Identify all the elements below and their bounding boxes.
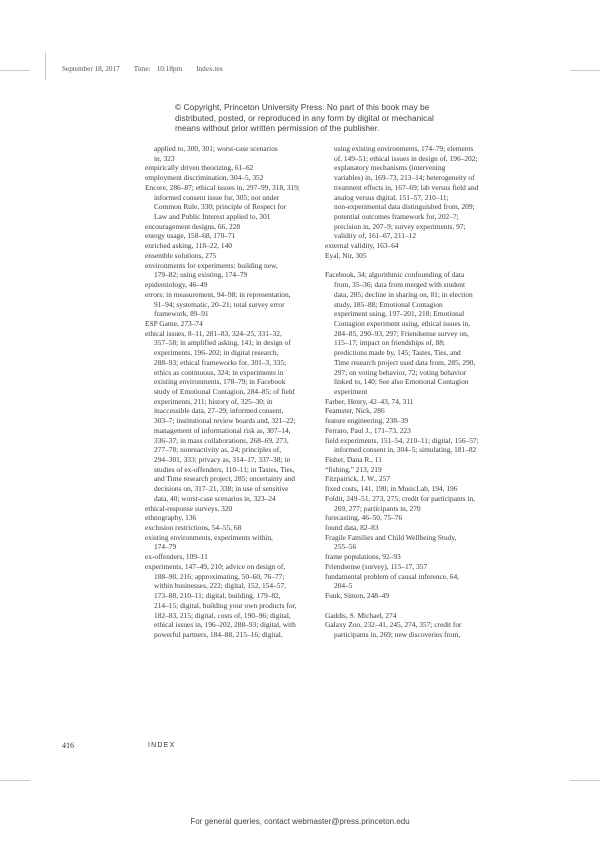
index-entry-line: Ferraro, Paul J., 171–73, 223 [325, 425, 411, 435]
header-time: 10:18pm [156, 65, 183, 73]
index-entry [325, 465, 479, 475]
index-entry-line: exclusion restrictions, 54–55, 68 [145, 523, 242, 533]
index-entry [325, 241, 479, 251]
index-entry-line: energy usage, 158–68, 170–71 [145, 231, 236, 241]
index-entry-line: 297; on voting behavior, 72; voting behavior [334, 367, 467, 377]
index-entry [325, 572, 479, 591]
index-entry [145, 504, 300, 514]
index-entry-line: decisions on, 317–21, 338; in use of sensitive [154, 484, 289, 494]
index-entry [325, 523, 479, 533]
index-entry-line: applied to, 300, 301; worst-case scenarios [154, 144, 278, 153]
index-entry-line: management of informational risk as, 307–14, [154, 425, 291, 435]
index-entry-line: 188–90, 216; approximating, 50–60, 76–77; [154, 571, 285, 581]
index-entry [145, 251, 300, 261]
index-entry-line: “fishing,” 213, 219 [325, 464, 382, 474]
index-entry-line: 357–58; in amplified asking, 141; in design of [154, 338, 291, 348]
crop-mark [570, 70, 600, 71]
index-entry [325, 426, 479, 436]
index-entry-line: 336–37; in mass collaborations, 268–69, 273, [154, 435, 289, 445]
index-entry-line: Friendsense (survey), 115–17, 357 [325, 561, 428, 571]
index-entry-line: ex-offenders, 109–11 [145, 552, 208, 562]
index-entry-line: non-experimental data distinguished from, 209; [334, 202, 475, 212]
index-entry-line: found data, 82–83 [325, 523, 379, 533]
index-entry [325, 251, 479, 261]
index-entry-line: from, 35–36; data from merged with student [334, 280, 466, 290]
index-entry [325, 270, 479, 396]
index-entry-line: environments for experiments: building new, [145, 260, 278, 270]
index-entry-line: Contagion experiment using, ethical issues in, [334, 318, 471, 328]
index-entry [325, 406, 479, 416]
header-time-label: Time: [133, 65, 151, 73]
index-entry-line: study, 185–88; Emotional Contagion [334, 299, 443, 309]
index-entry [145, 241, 300, 251]
index-entry [325, 494, 479, 513]
index-entry-line: Funk, Simon, 248–49 [325, 591, 390, 601]
index-entry-line: experiments, 211; history of, 325–30; in [154, 396, 273, 406]
index-entry [325, 484, 479, 494]
index-entry-line: inaccessible data, 27–29; informed consent, [154, 406, 284, 416]
index-entry [325, 533, 479, 552]
index-entry-line: Galaxy Zoo, 232–41, 245, 274, 357; credit for [325, 620, 462, 630]
index-entry-line: framework, 89–91 [154, 309, 209, 319]
index-entry-line: Farber, Henry, 42–43, 74, 311 [325, 396, 414, 406]
index-entry-line: forecasting, 46–50, 75–76 [325, 513, 403, 523]
index-entry-line: employment discrimination, 304–5, 352 [145, 173, 264, 183]
index-entry [145, 163, 300, 173]
index-entry-line: data, 40; worst-case scenarios in, 323–24 [154, 493, 276, 503]
index-entry-line: ethnography, 136 [145, 513, 197, 523]
index-entry-line: 269, 277; participants in, 270 [334, 503, 421, 513]
header-file: Index.tex [196, 65, 224, 73]
index-entry-line: Fragile Families and Child Wellbeing Study, [325, 532, 457, 542]
index-entry-line: errors: in measurement, 94–98; in representation, [145, 289, 291, 299]
index-entry [325, 436, 479, 455]
index-entry-line: treatment effects in, 167–69; lab versus field and [334, 182, 479, 192]
copyright-line: distributed, posted, or reproduced in any form by digital or mechanical [175, 112, 434, 123]
index-entry-line: Eyal, Nir, 305 [325, 250, 367, 260]
index-entry [325, 611, 479, 621]
index-entry-line: of, 149–51; ethical issues in design of, 196–202; [334, 153, 478, 163]
index-entry-line: and Time research project, 285; uncertainty and [154, 474, 295, 484]
index-entry [325, 397, 479, 407]
index-entry [325, 416, 479, 426]
index-entry [325, 562, 479, 572]
index-entry-line: epidemiology, 46–49 [145, 280, 208, 290]
index-entry [145, 144, 300, 163]
index-entry [145, 280, 300, 290]
index-entry [145, 290, 300, 319]
index-entry-line: analog versus digital, 151–57, 210–11; [334, 192, 449, 202]
index-entry-line: within businesses, 222; digital, 152, 154–57, [154, 581, 287, 591]
crop-mark [45, 52, 46, 80]
index-entry [145, 261, 300, 280]
copyright-notice [175, 102, 434, 134]
header-date: September 18, 2017 [62, 65, 120, 73]
index-entry-line: 284–85, 290–93, 297; Friendsense survey on, [334, 328, 469, 338]
index-entry-line: participants in, 269; new discoveries from, [334, 629, 461, 639]
index-entry-line: variables) in, 169–73, 213–14; heterogeneity of [334, 173, 475, 183]
index-entry [145, 533, 300, 552]
index-entry-line: enriched asking, 118–22, 140 [145, 241, 232, 251]
index-entry-line: explanatory mechanisms (intervening [334, 163, 446, 173]
index-entry-line: Gaddis, S. Michael, 274 [325, 610, 397, 620]
index-entry [145, 183, 300, 222]
entry-gap [325, 261, 479, 271]
index-entry-line: data, 285; decline in sharing on, 81; in election [334, 289, 473, 299]
index-entry-line: precision in, 207–9; survey experiments, 97; [334, 221, 466, 231]
index-entry-line: field experiments, 151–54, 210–11; digital, 156–57; [325, 435, 479, 445]
page-number: 416 [62, 741, 74, 750]
index-entry-line: empirically driven theorizing, 61–62 [145, 163, 254, 173]
index-entry [325, 552, 479, 562]
index-entry-line: ESP Game, 273–74 [145, 318, 203, 328]
index-entry-line: Law and Public Interest applied to, 301 [154, 212, 271, 222]
index-entry-line: Fitzpatrick, J. W., 257 [325, 474, 391, 484]
crop-mark [570, 780, 600, 781]
index-entry-line: encouragement designs, 66, 228 [145, 221, 241, 231]
index-entry-line: Foldit, 249–51, 273, 275; credit for participants in, [325, 493, 476, 503]
index-entry-line: powerful partners, 184–88, 215–16; digital, [154, 629, 283, 639]
index-entry-line: 174–79 [154, 542, 177, 552]
index-entry-line: experiment [334, 386, 368, 396]
index-entry [325, 144, 479, 241]
index-entry-line: ethical-response surveys, 320 [145, 503, 233, 513]
index-column-left [145, 144, 300, 640]
crop-mark [0, 70, 30, 71]
index-entry-line: 255–56 [334, 542, 357, 552]
index-entry-line: experiments, 196–202; in digital research, [154, 348, 279, 358]
entry-gap [325, 601, 479, 611]
index-entry-line: existing environments, experiments within, [145, 532, 273, 542]
index-entry-line: studies of ex-offenders, 110–11; in Tastes, Ties, [154, 464, 295, 474]
index-entry-line: Encore, 286–87; ethical issues in, 297–99, 318, 319; [145, 182, 300, 192]
footer-contact: For general queries, contact webmaster@press.princeton.edu [190, 817, 410, 826]
index-entry-line: 173–88, 210–11; digital, building, 179–82, [154, 591, 281, 601]
index-entry-line: linked to, 140; See also Emotional Contagion [334, 377, 469, 387]
index-entry-line: 204–5 [334, 581, 353, 591]
index-entry [325, 513, 479, 523]
index-entry-line: existing environments, 178–79; in Facebook [154, 377, 286, 387]
index-entry-line: ethical issues in, 196–202, 288–93; digital, with [154, 620, 296, 630]
index-entry-line: informed consent in, 304–5; simulating, 181–82 [334, 445, 477, 455]
index-entry-line: 294–301, 333; privacy as, 314–17, 337–38; in [154, 455, 291, 464]
index-entry-line: predictions made by, 145; Tastes, Ties, and [334, 348, 461, 358]
index-entry-line: experiment using, 197–201, 218; Emotional [334, 309, 465, 319]
index-entry-line: fundamental problem of causal inference, 64, [325, 571, 460, 581]
index-entry-line: 214–15; digital, building your own products for, [154, 600, 297, 610]
index-entry-line: study of Emotional Contagion, 284–85; of field [154, 386, 295, 396]
index-entry [145, 513, 300, 523]
index-entry-line: Fisher, Dana R., 11 [325, 455, 382, 464]
index-entry [145, 329, 300, 504]
index-entry [145, 319, 300, 329]
index-entry-line: 115–17; impact on friendships of, 88; [334, 338, 445, 348]
index-entry-line: ethical issues, 8–11, 281–83, 324–25, 331–32, [145, 328, 282, 338]
index-entry-line: 91–94; systematic, 20–21; total survey error [154, 299, 285, 309]
index-entry-line: Feamster, Nick, 286 [325, 406, 385, 416]
index-entry [145, 523, 300, 533]
index-entry-line: Time research project used data from, 285, 290, [334, 357, 476, 367]
index-column-right [325, 144, 479, 640]
index-entry-line: in, 323 [154, 153, 175, 163]
index-entry-line: informed consent issue for, 305; not under [154, 192, 280, 202]
index-entry [325, 455, 479, 465]
index-entry-line: fixed costs, 141, 190; in MusicLab, 194, 196 [325, 484, 458, 494]
index-entry-line: frame populations, 92–93 [325, 552, 401, 562]
index-entry-line: feature engineering, 238–39 [325, 416, 409, 426]
print-header [62, 65, 237, 73]
index-entry-line: using existing environments, 174–79; elements [334, 144, 474, 153]
index-entry [145, 231, 300, 241]
index-entry-line: validity of, 161–67, 211–12 [334, 231, 417, 241]
index-entry-line: 288–93; ethical frameworks for, 301–3, 335; [154, 357, 287, 367]
index-entry [325, 620, 479, 639]
index-entry-line: external validity, 163–64 [325, 241, 399, 251]
index-entry-line: experiments, 147–49, 210; advice on design of, [145, 561, 286, 571]
index-entry-line: 179–82; using existing, 174–79 [154, 270, 248, 280]
copyright-line: © Copyright, Princeton University Press. No part of this book may be [175, 102, 430, 112]
index-entry [145, 173, 300, 183]
copyright-line: means without prior written permission of the publisher. [175, 123, 380, 133]
index-entry [325, 591, 479, 601]
index-entry-line: 303–7; institutional review boards and, 321–22; [154, 416, 296, 426]
crop-mark [0, 780, 30, 781]
index-entry [145, 222, 300, 232]
index-entry [325, 474, 479, 484]
index-entry [145, 562, 300, 640]
index-entry-line: Common Rule, 330; principle of Respect for [154, 202, 286, 212]
index-entry-line: 277–78; nonreactivity as, 24; principles of, [154, 445, 282, 455]
index-entry-line: Facebook, 34; algorithmic confounding of data [325, 270, 465, 280]
index-entry-line: ethics as continuous, 324; in experiments in [154, 367, 284, 377]
index-entry-line: 182–83, 215; digital, costs of, 190–96; digital, [154, 610, 291, 620]
running-head: INDEX [148, 742, 176, 749]
index-entry-line: ensemble solutions, 275 [145, 250, 217, 260]
index-entry-line: potential outcomes framework for, 202–7; [334, 212, 459, 222]
index-entry [145, 552, 300, 562]
